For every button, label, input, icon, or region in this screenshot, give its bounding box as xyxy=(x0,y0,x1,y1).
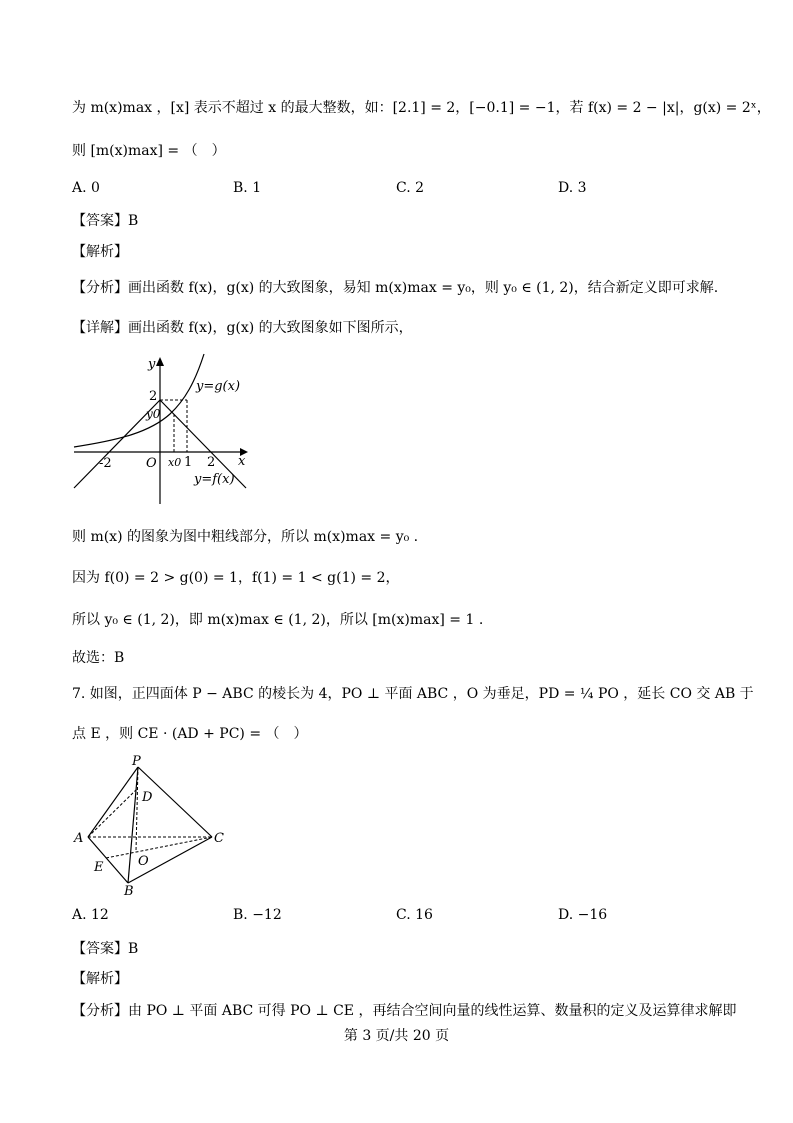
label-origin: O xyxy=(146,456,157,471)
q7-option-a: A. 12 xyxy=(72,907,109,923)
q7-line1: 7. 如图，正四面体 P − ABC 的棱长为 4，PO ⊥ 平面 ABC ，O 为垂足，PD = ¼ PO ，延长 CO 交 AB 于 xyxy=(72,686,754,702)
label-y0: y0 xyxy=(146,407,161,421)
q7-analysis: 【分析】由 PO ⊥ 平面 ABC 可得 PO ⊥ CE ，再结合空间向量的线性运算、数量积的定义及运算律求解即 xyxy=(72,1003,737,1019)
label-O: O xyxy=(138,854,149,869)
q6-analysis: 【分析】画出函数 f(x)，g(x) 的大致图象，易知 m(x)max = y₀，则 y₀ ∈ (1, 2)，结合新定义即可求解. xyxy=(72,280,719,296)
label-x0: x0 xyxy=(168,456,182,469)
label-g: y=g(x) xyxy=(196,379,241,394)
q7-option-b: B. −12 xyxy=(233,907,282,923)
q6-option-b: B. 1 xyxy=(233,180,262,196)
label-C: C xyxy=(214,831,224,846)
label-x-axis: x xyxy=(238,454,246,469)
q7-analysis-head: 【解析】 xyxy=(72,971,128,987)
q7-figure xyxy=(70,755,230,895)
label-f: y=f(x) xyxy=(194,472,235,487)
q6-answer: 【答案】B xyxy=(72,213,139,229)
edge-PA xyxy=(88,767,138,837)
y-axis-arrow xyxy=(156,357,164,366)
edge-PB xyxy=(128,767,138,883)
label-A: A xyxy=(74,831,84,846)
q6-after3: 所以 y₀ ∈ (1, 2)，即 m(x)max ∈ (1, 2)，所以 [m(x)max] = 1 . xyxy=(72,612,484,628)
q6-graph xyxy=(70,352,255,510)
q7-option-d: D. −16 xyxy=(558,907,608,923)
label-x2: 2 xyxy=(207,455,216,470)
label-P: P xyxy=(132,755,141,769)
q6-after1: 则 m(x) 的图象为图中粗线部分，所以 m(x)max = y₀ . xyxy=(72,529,419,545)
q7-option-c: C. 16 xyxy=(396,907,433,923)
page-footer: 第 3 页/共 20 页 xyxy=(343,1028,450,1044)
q6-detail: 【详解】画出函数 f(x)，g(x) 的大致图象如下图所示， xyxy=(72,320,413,336)
label-y-axis: y xyxy=(148,357,156,372)
q6-choose: 故选：B xyxy=(72,650,125,666)
g-curve xyxy=(74,354,204,447)
label-B: B xyxy=(124,884,134,895)
q6-line2: 则 [m(x)max] = （ ） xyxy=(72,143,226,159)
label-E: E xyxy=(94,860,104,875)
label-neg2: -2 xyxy=(99,456,112,471)
q6-option-a: A. 0 xyxy=(72,180,100,196)
q6-option-d: D. 3 xyxy=(558,180,587,196)
q6-analysis-head: 【解析】 xyxy=(72,244,128,260)
q6-line1: 为 m(x)max ，[x] 表示不超过 x 的最大整数，如：[2.1] = 2，[−0.1] = −1，若 f(x) = 2 − |x|，g(x) = 2ˣ， xyxy=(72,100,771,116)
label-x1: 1 xyxy=(184,455,193,470)
line-AD xyxy=(88,789,137,837)
q7-line2: 点 E ，则 CE · (AD + PC) = （ ） xyxy=(72,726,308,742)
line-CE xyxy=(106,837,212,858)
q7-answer: 【答案】B xyxy=(72,941,139,957)
label-y2: 2 xyxy=(149,389,158,404)
q6-option-c: C. 2 xyxy=(396,180,425,196)
label-D: D xyxy=(142,790,153,805)
q6-after2: 因为 f(0) = 2 > g(0) = 1，f(1) = 1 < g(1) = 2， xyxy=(72,570,400,586)
